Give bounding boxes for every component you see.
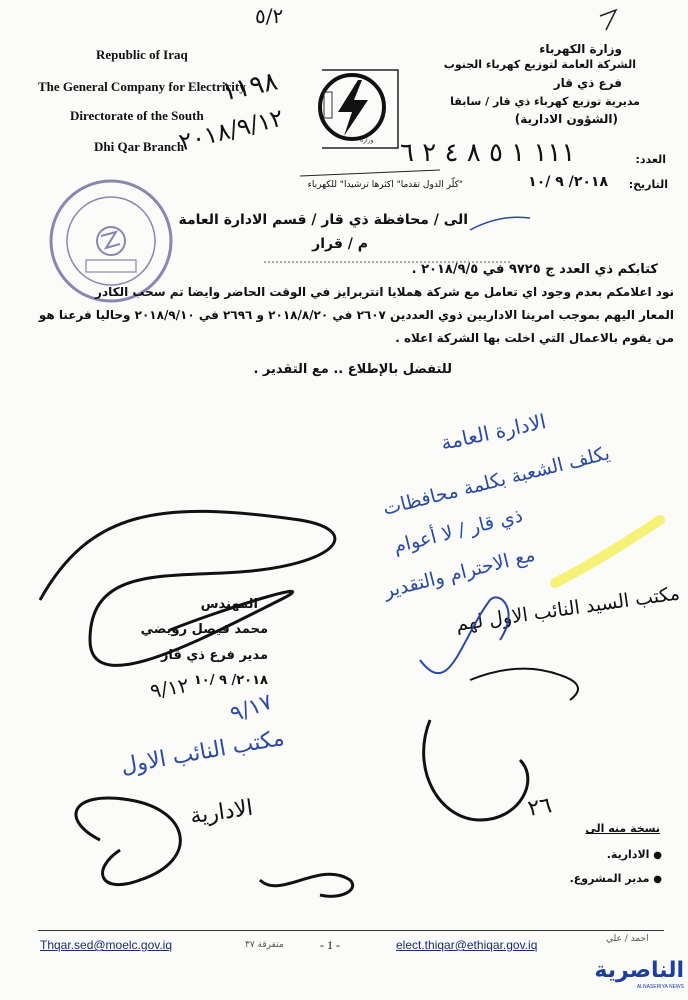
header-ar-line1: وزارة الكهرباء bbox=[539, 42, 622, 56]
incoming-number: ١١٩٨ bbox=[219, 66, 281, 108]
handwritten-note-1: الادارة العامة bbox=[438, 409, 549, 455]
handwritten-note-4: مع الاحترام والتقدير bbox=[381, 543, 538, 603]
handwritten-note-6: مكتب النائب الاول bbox=[119, 725, 287, 780]
signer-date: ٢٠١٨/ ٩ /١٠ bbox=[193, 673, 268, 688]
signer-position: مدير فرع ذي قار bbox=[160, 648, 268, 663]
lightning-logo-icon bbox=[300, 52, 410, 162]
header-en-line3: Directorate of the South bbox=[70, 108, 204, 123]
recipient-blue-stroke bbox=[470, 217, 530, 230]
manager-signature-stroke bbox=[40, 511, 335, 665]
yellow-highlight-stroke bbox=[555, 520, 660, 583]
ref-date-value: ٢٠١٨/ ٩ /١٠ bbox=[528, 174, 608, 190]
incoming-date: ٢٠١٨/٩/١٢ bbox=[176, 103, 287, 157]
header-en-line1: Republic of Iraq bbox=[96, 47, 188, 62]
ref-number-label: العدد: bbox=[635, 153, 666, 166]
watermark-text: الناصرية bbox=[594, 958, 684, 983]
handwritten-note-8: ٩/١٧ bbox=[227, 689, 276, 728]
footer-initials: احمد / علي bbox=[606, 934, 649, 944]
header-ar-line4: مديرية توزيع كهرباء ذي قار / سابقا bbox=[450, 95, 640, 108]
cc-title: نسخة منه الى bbox=[585, 822, 660, 835]
watermark-logo bbox=[588, 958, 684, 994]
signer-name: محمد فيصل رويضي bbox=[140, 622, 268, 637]
handwritten-note-7: الادارية bbox=[188, 795, 255, 830]
top-mark: ٥/٢ bbox=[255, 4, 284, 28]
cc-item-1: ● الادارية. bbox=[606, 848, 662, 861]
signer-title: المهندس bbox=[200, 597, 258, 612]
subject-line: م / قرار bbox=[312, 236, 368, 252]
watermark-subtext: ALNASERIYA NEWS bbox=[636, 984, 684, 990]
ref-number-value: ١١١ ١ ٥ ٨ ٤ ٢ ٦ bbox=[400, 138, 576, 168]
handwritten-note-2: يكلف الشعبة بكلمة محافظات bbox=[380, 442, 612, 520]
date-underline-stroke bbox=[300, 170, 440, 176]
ref-slogan: "كلّر الدول تقدما" اكثرها ترشيدا" للكهرباء bbox=[307, 180, 463, 190]
handwritten-note-10: ٩/١٢ bbox=[148, 672, 191, 704]
body-para2-line3: من يقوم بالاعمال التي اخلت بها الشركة اعلاه . bbox=[395, 331, 674, 345]
bottom-mid-signature-stroke bbox=[260, 874, 353, 896]
header-en-line2: The General Company for Electricity bbox=[38, 79, 246, 94]
recipient-line: الى / محافظة ذي قار / قسم الادارة العامة bbox=[178, 212, 468, 228]
corner-mark-stroke bbox=[600, 10, 616, 30]
body-para1: كتابكم ذي العدد ج ٩٧٢٥ في ٢٠١٨/٩/٥ . bbox=[411, 262, 658, 277]
header-ar-line2: الشركة العامة لتوزيع كهرباء الجنوب bbox=[443, 58, 636, 71]
minute-stroke bbox=[470, 669, 578, 700]
handwritten-note-5: مكتب السيد النائب الاول لهم bbox=[454, 582, 682, 636]
body-para2-line1: نود اعلامكم بعدم وجود اي تعامل مع شركة هملايا انتربرايز في الوقت الحاضر وايضا تم سحب الكادر bbox=[95, 285, 674, 299]
header-en-line4: Dhi Qar Branch bbox=[94, 139, 185, 154]
header-ar-line3: فرع ذي قار bbox=[553, 76, 622, 90]
closing-line: للتفضل بالإطلاع .. مع التقدير . bbox=[253, 362, 452, 377]
cc-item-2: ● مدير المشروع. bbox=[569, 872, 662, 885]
handwritten-note-9: ٢٦ bbox=[526, 793, 554, 822]
page-number: - 1 - bbox=[320, 938, 340, 952]
body-para2-line2: المعار اليهم بموجب امرينا الاداريين ذوي العددين ٢٦٠٧ في ٢٠١٨/٨/٢٠ و ٢٦٩٦ في ٢٠١٨/٩/١٠ وحاليا فرعنا هو bbox=[38, 308, 674, 322]
footer-small-text: متفرقة ٣٧ bbox=[245, 940, 284, 950]
svg-text:وزارة: وزارة bbox=[360, 137, 374, 144]
header-ar-line5: (الشؤون الادارية) bbox=[514, 112, 618, 126]
ref-date-label: التاريخ: bbox=[628, 178, 668, 191]
right-signature-stroke bbox=[424, 720, 528, 820]
footer-email-left[interactable]: Thqar.sed@moelc.gov.iq bbox=[40, 938, 173, 952]
bottom-left-signature-stroke bbox=[76, 798, 180, 885]
footer-email-right[interactable]: elect.thiqar@ethiqar.gov.iq bbox=[396, 938, 538, 952]
handwritten-note-3: ذي قار / لا أعوام bbox=[391, 504, 525, 558]
footer-divider bbox=[38, 930, 664, 931]
